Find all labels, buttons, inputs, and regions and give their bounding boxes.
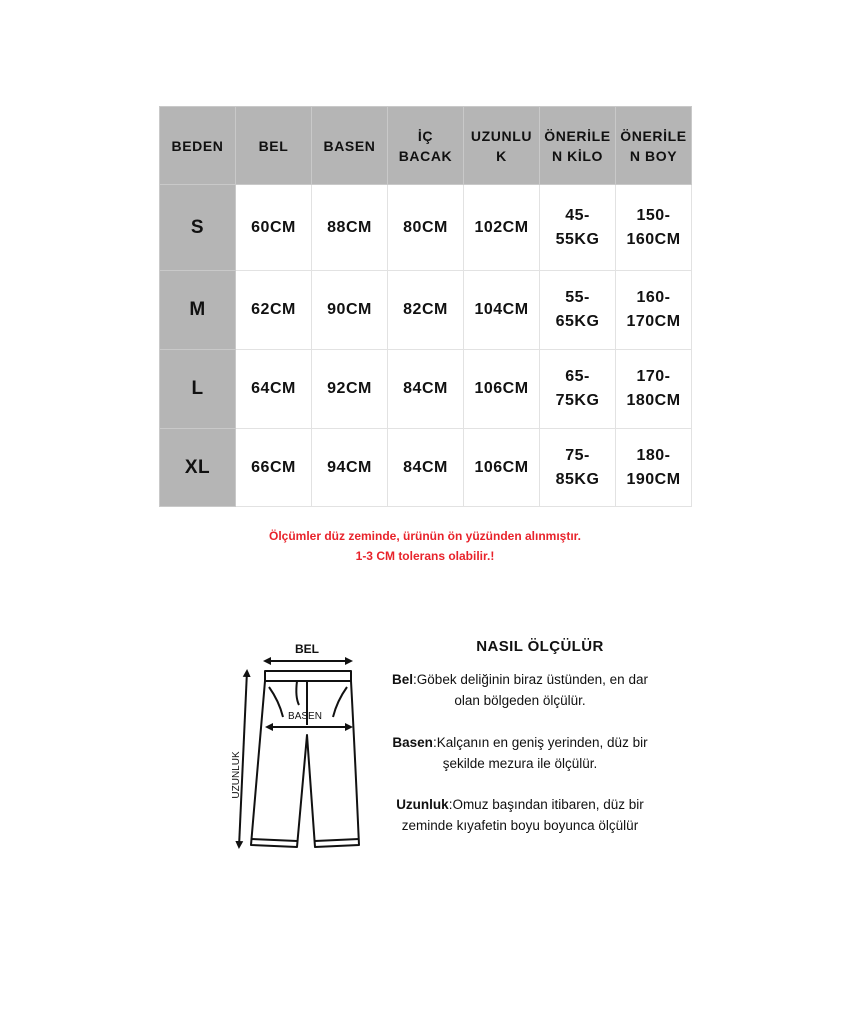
header-uzunluk: UZUNLU K (464, 107, 540, 185)
size-cell: L (160, 350, 236, 429)
guide-text: olan bölgeden ölçülür. (454, 693, 586, 708)
pants-outline (251, 671, 359, 847)
guide-term: Uzunluk (396, 797, 449, 812)
header-beden: BEDEN (160, 107, 236, 185)
header-onerilen-kilo: ÖNERİLE N KİLO (540, 107, 616, 185)
bel-cell: 62CM (236, 271, 312, 350)
uzunluk-label: UZUNLUK (231, 751, 242, 799)
header-ic-bacak: İÇ BACAK (388, 107, 464, 185)
uzunluk-cell: 106CM (464, 429, 540, 507)
guide-text: zeminde kıyafetin boyu boyunca ölçülür (401, 818, 639, 833)
basen-cell: 88CM (312, 185, 388, 271)
guide-text: :Omuz başından itibaren, düz bir (448, 797, 644, 812)
size-chart-table (159, 106, 692, 507)
kilo-cell: 45- 55KG (540, 185, 616, 271)
guide-line (370, 794, 670, 815)
table-row (160, 271, 692, 350)
bel-cell: 66CM (236, 429, 312, 507)
basen-cell: 90CM (312, 271, 388, 350)
tolerance-note: 1-3 CM tolerans olabilir.! (355, 549, 495, 563)
size-cell: S (160, 185, 236, 271)
guide-item-bel (370, 669, 670, 711)
table-row (160, 185, 692, 271)
bel-cell: 64CM (236, 350, 312, 429)
uzunluk-cell: 102CM (464, 185, 540, 271)
header-basen: BASEN (312, 107, 388, 185)
table-header-row (160, 107, 692, 185)
pants-measurement-diagram (225, 635, 365, 870)
size-cell: M (160, 271, 236, 350)
guide-text: :Kalçanın en geniş yerinden, düz bir (432, 735, 648, 750)
basen-label: BASEN (288, 711, 322, 722)
guide-text: :Göbek deliğinin biraz üstünden, en dar (413, 672, 648, 687)
kilo-cell: 75- 85KG (540, 429, 616, 507)
guide-item-basen (370, 732, 670, 774)
boy-cell: 150- 160CM (616, 185, 692, 271)
kilo-cell: 55- 65KG (540, 271, 616, 350)
uzunluk-cell: 106CM (464, 350, 540, 429)
boy-cell: 170- 180CM (616, 350, 692, 429)
table-row (160, 350, 692, 429)
header-bel: BEL (236, 107, 312, 185)
measurement-note: Ölçümler düz zeminde, ürünün ön yüzünden alınmıştır. (268, 529, 582, 543)
ic-bacak-cell: 82CM (388, 271, 464, 350)
basen-cell: 94CM (312, 429, 388, 507)
ic-bacak-cell: 84CM (388, 350, 464, 429)
basen-cell: 92CM (312, 350, 388, 429)
guide-item-uzunluk (370, 794, 670, 836)
guide-text: şekilde mezura ile ölçülür. (442, 756, 598, 771)
boy-cell: 180- 190CM (616, 429, 692, 507)
guide-line (370, 732, 670, 753)
bel-cell: 60CM (236, 185, 312, 271)
guide-line (370, 669, 670, 690)
guide-term: Bel (392, 672, 414, 687)
header-onerilen-boy: ÖNERİLE N BOY (616, 107, 692, 185)
ic-bacak-cell: 84CM (388, 429, 464, 507)
how-to-measure-title: NASIL ÖLÇÜLÜR (476, 638, 604, 655)
uzunluk-cell: 104CM (464, 271, 540, 350)
boy-cell: 160- 170CM (616, 271, 692, 350)
size-cell: XL (160, 429, 236, 507)
guide-term: Basen (392, 735, 433, 750)
kilo-cell: 65- 75KG (540, 350, 616, 429)
table-row (160, 429, 692, 507)
ic-bacak-cell: 80CM (388, 185, 464, 271)
bel-label: BEL (295, 642, 319, 656)
